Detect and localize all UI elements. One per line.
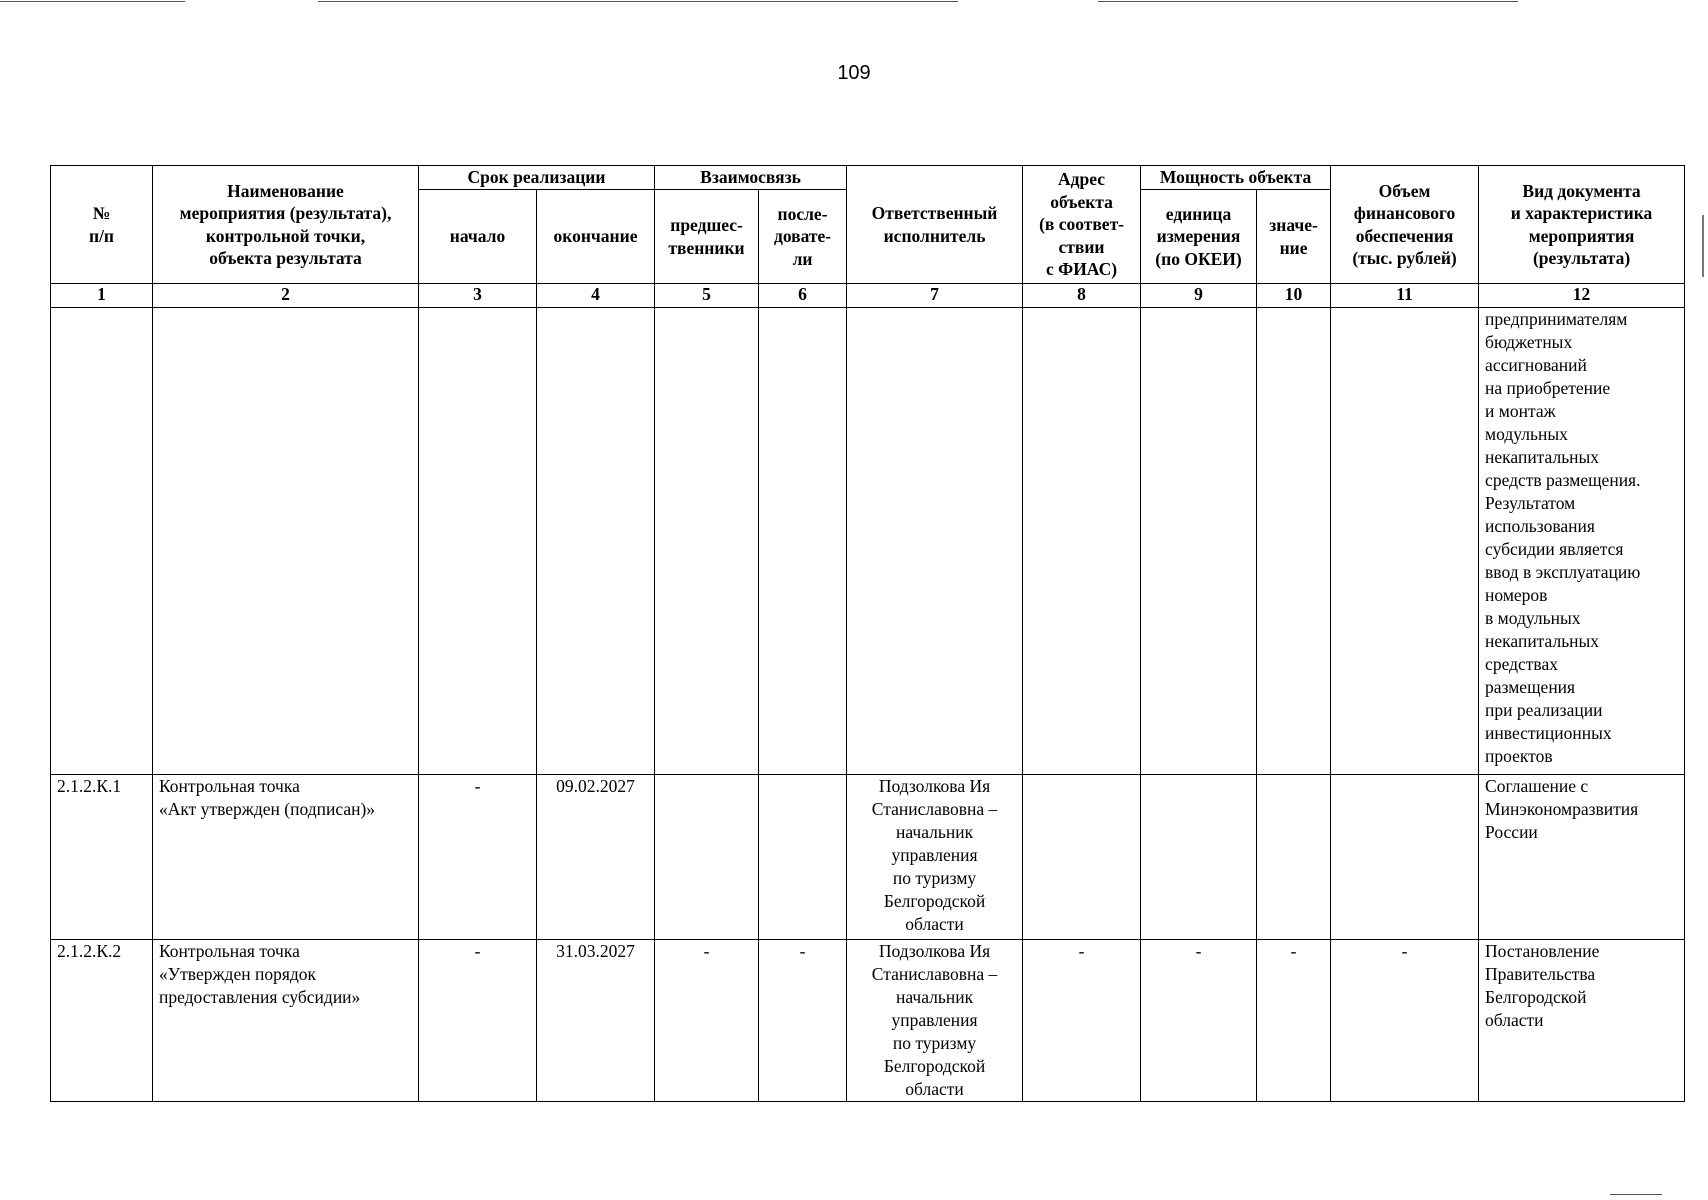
cell-finance <box>1331 308 1479 775</box>
header-doc: Вид документа и характеристика мероприятия (результата) <box>1479 166 1685 284</box>
scan-artifact-line <box>1610 1194 1662 1195</box>
cell-value <box>1257 775 1331 940</box>
cell-address <box>1023 308 1141 775</box>
cell-responsible: Подзолкова Ия Станиславовна – начальник управления по туризму Белгородской области <box>847 940 1023 1102</box>
column-number: 12 <box>1479 284 1685 308</box>
column-number: 3 <box>419 284 537 308</box>
plan-table <box>50 165 1685 1102</box>
column-number: 4 <box>537 284 655 308</box>
column-number: 2 <box>153 284 419 308</box>
cell-next <box>759 775 847 940</box>
cell-prev: - <box>655 940 759 1102</box>
cell-value: - <box>1257 940 1331 1102</box>
page-number: 109 <box>837 62 871 84</box>
cell-unit <box>1141 308 1257 775</box>
cell-start: - <box>419 775 537 940</box>
column-number: 5 <box>655 284 759 308</box>
column-number: 10 <box>1257 284 1331 308</box>
cell-doc: предпринимателям бюджетных ассигнований на приобретение и монтаж модульных некапитальных средств размещения. Результатом использования субсидии является ввод в эксплуатацию номеров в модульных некапитальных средствах размещения при реализации инвестиционных проектов <box>1479 308 1685 775</box>
cell-finance <box>1331 775 1479 940</box>
cell-name: Контрольная точка «Акт утвержден (подписан)» <box>153 775 419 940</box>
header-period-group: Срок реализации <box>419 166 655 190</box>
column-number: 9 <box>1141 284 1257 308</box>
cell-prev <box>655 308 759 775</box>
cell-num: 2.1.2.К.1 <box>51 775 153 940</box>
header-address: Адрес объекта (в соответ- ствии с ФИАС) <box>1023 166 1141 284</box>
header-period-end: окончание <box>537 190 655 284</box>
cell-name: Контрольная точка «Утвержден порядок предоставления субсидии» <box>153 940 419 1102</box>
table-row <box>51 308 1685 775</box>
cell-address: - <box>1023 940 1141 1102</box>
cell-prev <box>655 775 759 940</box>
header-period-start: начало <box>419 190 537 284</box>
cell-finance: - <box>1331 940 1479 1102</box>
cell-responsible: Подзолкова Ия Станиславовна – начальник управления по туризму Белгородской области <box>847 775 1023 940</box>
header-link-next: после- довате- ли <box>759 190 847 284</box>
scan-artifact-line <box>1098 1 1518 2</box>
header-capacity-value: значе- ние <box>1257 190 1331 284</box>
cell-num: 2.1.2.К.2 <box>51 940 153 1102</box>
header-capacity-unit: единица измерения (по ОКЕИ) <box>1141 190 1257 284</box>
cell-unit <box>1141 775 1257 940</box>
column-number: 6 <box>759 284 847 308</box>
header-responsible: Ответственный исполнитель <box>847 166 1023 284</box>
cell-address <box>1023 775 1141 940</box>
header-capacity-group: Мощность объекта <box>1141 166 1331 190</box>
header-row <box>51 166 1685 190</box>
cell-num <box>51 308 153 775</box>
cell-next <box>759 308 847 775</box>
column-number: 7 <box>847 284 1023 308</box>
cell-start: - <box>419 940 537 1102</box>
cell-end: 09.02.2027 <box>537 775 655 940</box>
cell-unit: - <box>1141 940 1257 1102</box>
scan-artifact-edge <box>1702 215 1704 277</box>
column-number: 1 <box>51 284 153 308</box>
header-link-group: Взаимосвязь <box>655 166 847 190</box>
scan-artifact-line <box>318 1 958 2</box>
header-finance: Объем финансового обеспечения (тыс. рублей) <box>1331 166 1479 284</box>
header-num: № п/п <box>51 166 153 284</box>
cell-doc: Соглашение с Минэкономразвития России <box>1479 775 1685 940</box>
cell-next: - <box>759 940 847 1102</box>
column-number-row <box>51 284 1685 308</box>
scan-artifact-line <box>0 1 185 2</box>
column-number: 8 <box>1023 284 1141 308</box>
table-row <box>51 940 1685 1102</box>
cell-end <box>537 308 655 775</box>
column-number: 11 <box>1331 284 1479 308</box>
table-row <box>51 775 1685 940</box>
cell-end: 31.03.2027 <box>537 940 655 1102</box>
cell-doc: Постановление Правительства Белгородской области <box>1479 940 1685 1102</box>
header-name: Наименование мероприятия (результата), контрольной точки, объекта результата <box>153 166 419 284</box>
cell-responsible <box>847 308 1023 775</box>
cell-name <box>153 308 419 775</box>
cell-value <box>1257 308 1331 775</box>
header-link-prev: предшес- твенники <box>655 190 759 284</box>
cell-start <box>419 308 537 775</box>
